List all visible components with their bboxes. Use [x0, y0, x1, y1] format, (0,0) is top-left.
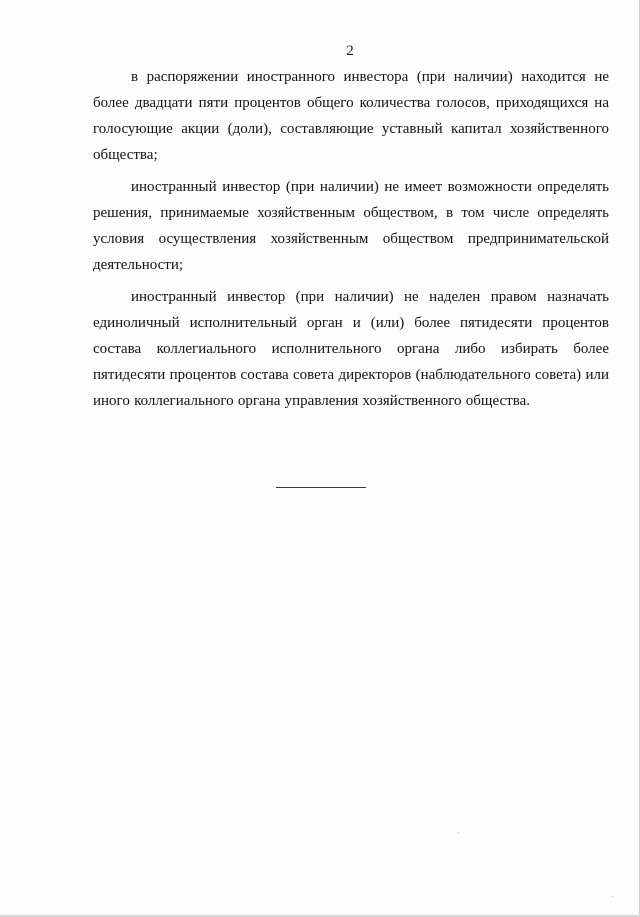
paragraph-voting-share: в распоряжении иностранного инвестора (при наличии) находится не более двадцати пяти процентов общего количества голосов, приходящихся на голосующие акции (доли), составляющие уставный капитал хозяйственного общества; — [93, 69, 609, 163]
body-text — [93, 64, 609, 414]
scan-speck — [612, 896, 613, 897]
scan-speck — [458, 832, 459, 833]
closing-rule — [276, 487, 366, 488]
paragraph-decision-control: иностранный инвестор (при наличии) не имеет возможности определять решения, принимаемые хозяйственным обществом, в том числе определять условия осуществления хозяйственным обществом предпринимательской деятельности; — [93, 179, 609, 273]
page-number: 2 — [346, 43, 354, 59]
paragraph-appointment-rights: иностранный инвестор (при наличии) не наделен правом назначать единоличный исполнительный орган и (или) более пятидесяти процентов состава коллегиального исполнительного органа либо избирать более пятидесяти процентов состава совета директоров (наблюдательного совета) или иного коллегиального органа управления хозяйственного общества. — [93, 289, 609, 409]
